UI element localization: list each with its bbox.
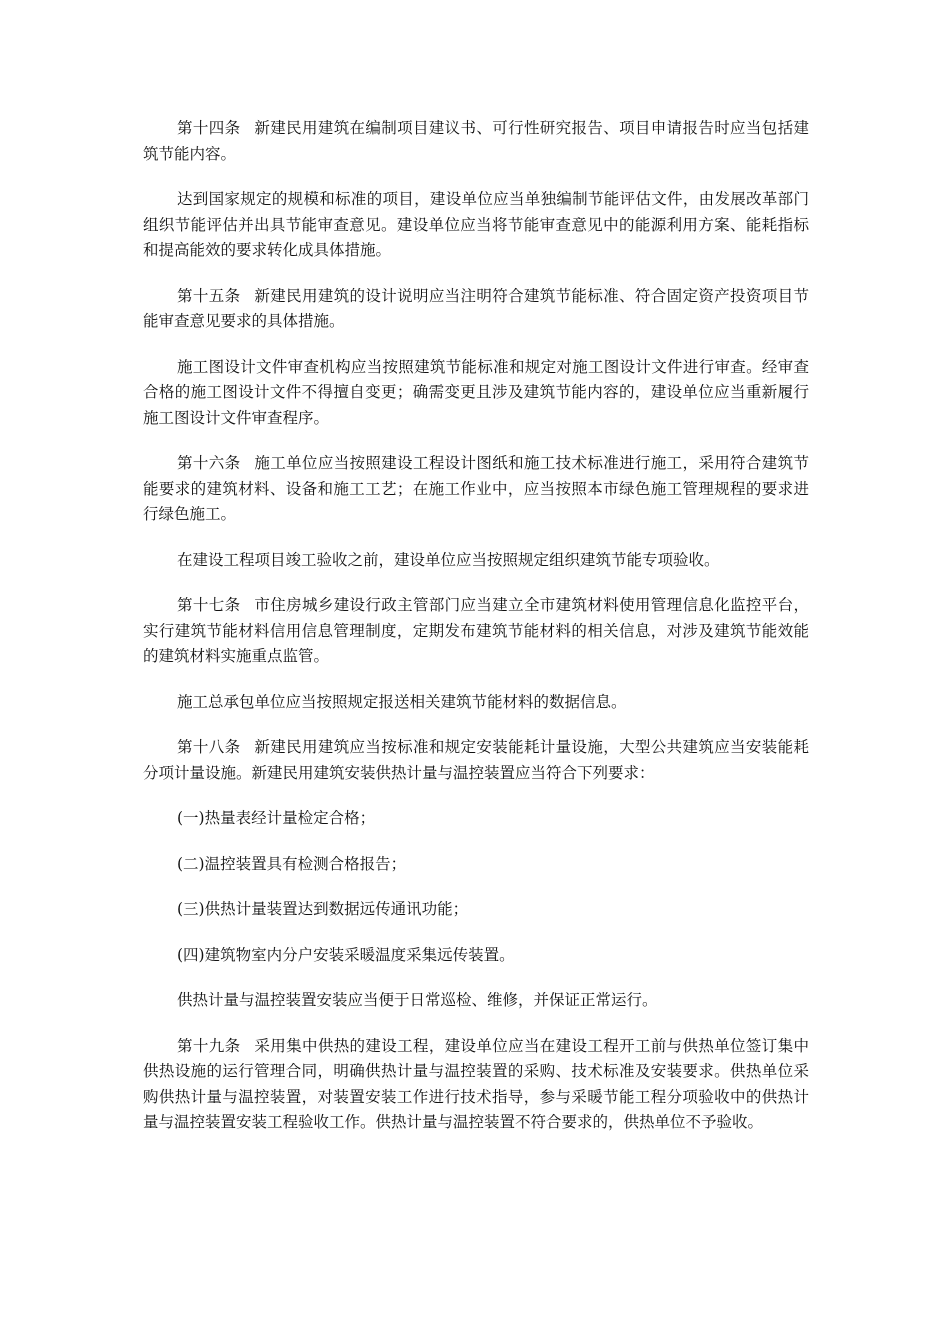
article-number: 第十八条 bbox=[177, 738, 241, 756]
paragraph-text: (三)供热计量装置达到数据远传通讯功能； bbox=[177, 900, 469, 918]
paragraph-text: 施工总承包单位应当按照规定报送相关建筑节能材料的数据信息。 bbox=[177, 692, 627, 711]
paragraph-text: 新建民用建筑的设计说明应当注明符合建筑节能标准、符合固定资产投资项目节能审查意见要求的具体措施。 bbox=[143, 286, 809, 330]
list-item bbox=[143, 897, 809, 923]
paragraph-text: 市住房城乡建设行政主管部门应当建立全市建筑材料使用管理信息化监控平台，实行建筑节能材料信用信息管理制度，定期发布建筑节能材料的相关信息，对涉及建筑节能效能的建筑材料实施重点监管。 bbox=[143, 596, 809, 665]
article-number: 第十五条 bbox=[177, 286, 241, 305]
article-number: 第十九条 bbox=[177, 1036, 241, 1055]
paragraph-article-18 bbox=[143, 735, 809, 786]
article-number: 第十七条 bbox=[177, 596, 241, 614]
paragraph-text: 达到国家规定的规模和标准的项目，建设单位应当单独编制节能评估文件，由发展改革部门组织节能评估并出具节能审查意见。建设单位应当将节能审查意见中的能源利用方案、能耗指标和提高能效的要求转化成具体措施。 bbox=[143, 190, 809, 259]
paragraph-article-16 bbox=[143, 451, 809, 528]
paragraph-article-14 bbox=[143, 116, 809, 167]
paragraph-text: 新建民用建筑应当按标准和规定安装能耗计量设施，大型公共建筑应当安装能耗分项计量设施。新建民用建筑安装供热计量与温控装置应当符合下列要求： bbox=[143, 738, 809, 782]
paragraph-article-19 bbox=[143, 1034, 809, 1136]
paragraph bbox=[143, 187, 809, 264]
paragraph-text: (二)温控装置具有检测合格报告； bbox=[177, 854, 407, 873]
paragraph-text: 在建设工程项目竣工验收之前，建设单位应当按照规定组织建筑节能专项验收。 bbox=[177, 550, 720, 569]
paragraph-text: 供热计量与温控装置安装应当便于日常巡检、维修，并保证正常运行。 bbox=[177, 991, 658, 1009]
paragraph-article-15 bbox=[143, 284, 809, 335]
paragraph-article-17 bbox=[143, 593, 809, 670]
list-item bbox=[143, 852, 809, 878]
paragraph bbox=[143, 355, 809, 432]
paragraph-text: 施工图设计文件审查机构应当按照建筑节能标准和规定对施工图设计文件进行审查。经审查合格的施工图设计文件不得擅自变更；确需变更且涉及建筑节能内容的，建设单位应当重新履行施工图设计文件审查程序。 bbox=[143, 357, 809, 427]
paragraph-text: 采用集中供热的建设工程，建设单位应当在建设工程开工前与供热单位签订集中供热设施的运行管理合同，明确供热计量与温控装置的采购、技术标准及安装要求。供热单位采购供热计量与温控装置，对装置安装工作进行技术指导，参与采暖节能工程分项验收中的供热计量与温控装置安装工程验收工作。供热计量与温控装置不符合要求的，供热单位不予验收。 bbox=[143, 1036, 809, 1131]
paragraph-text: 施工单位应当按照建设工程设计图纸和施工技术标准进行施工，采用符合建筑节能要求的建筑材料、设备和施工工艺；在施工作业中，应当按照本市绿色施工管理规程的要求进行绿色施工。 bbox=[143, 454, 809, 523]
article-number: 第十四条 bbox=[177, 119, 241, 137]
paragraph-text: 新建民用建筑在编制项目建议书、可行性研究报告、项目申请报告时应当包括建筑节能内容。 bbox=[143, 119, 809, 163]
paragraph bbox=[143, 548, 809, 574]
paragraph-text: (四)建筑物室内分户安装采暖温度采集远传装置。 bbox=[177, 945, 515, 964]
article-number: 第十六条 bbox=[177, 454, 241, 472]
list-item bbox=[143, 806, 809, 832]
paragraph-text: (一)热量表经计量检定合格； bbox=[177, 809, 376, 827]
list-item bbox=[143, 943, 809, 969]
document-body bbox=[143, 116, 809, 1156]
paragraph bbox=[143, 690, 809, 716]
paragraph bbox=[143, 988, 809, 1014]
